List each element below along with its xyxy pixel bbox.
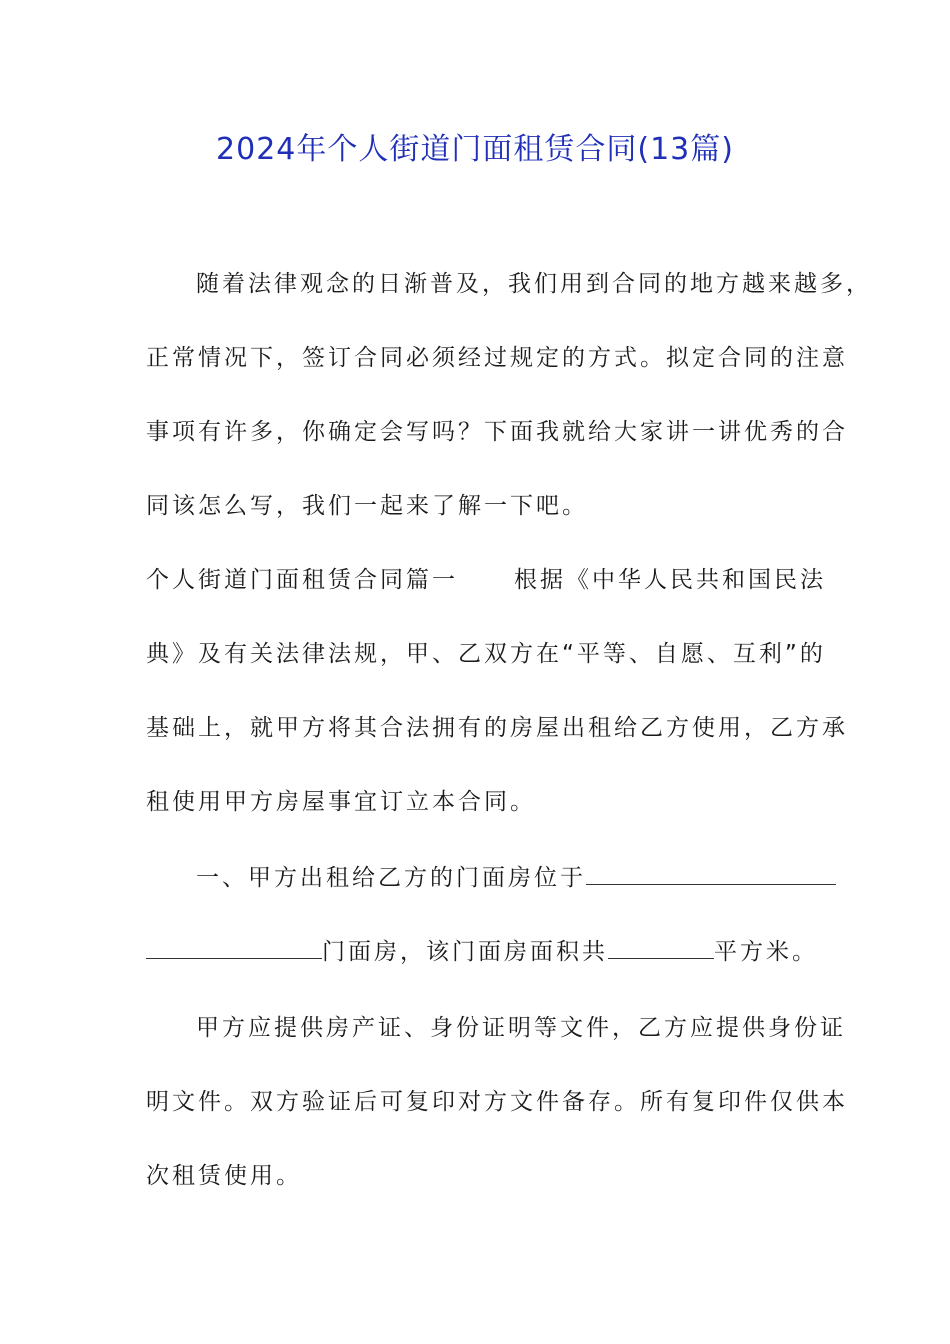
clause-1-middle: 门面房，该门面房面积共	[322, 939, 608, 965]
section-lead: 根据《中华人民共和国民法	[514, 567, 826, 593]
paragraph-line: 甲方应提供房产证、身份证明等文件，乙方应提供身份证	[196, 1015, 846, 1041]
intro-line-2: 正常情况下，签订合同必须经过规定的方式。拟定合同的注意	[146, 345, 848, 371]
clause-1-prefix: 一、甲方出租给乙方的门面房位于	[196, 865, 586, 891]
intro-line-1: 随着法律观念的日渐普及，我们用到合同的地方越来越多，	[196, 271, 872, 297]
location-blank-continued	[146, 936, 322, 959]
paragraph-line: 租使用甲方房屋事宜订立本合同。	[146, 789, 536, 815]
section-heading: 个人街道门面租赁合同篇一	[146, 567, 458, 593]
clause-1-line-2	[146, 936, 818, 968]
location-blank	[586, 862, 836, 885]
paragraph-line: 基础上，就甲方将其合法拥有的房屋出租给乙方使用，乙方承	[146, 715, 848, 741]
clause-1-line-1	[196, 862, 836, 894]
area-blank	[608, 936, 714, 959]
paragraph-line: 典》及有关法律法规，甲、乙双方在“平等、自愿、互利”的	[146, 641, 826, 667]
paragraph-line: 明文件。双方验证后可复印对方文件备存。所有复印件仅供本	[146, 1089, 848, 1115]
document-title: 2024年个人街道门面租赁合同(13篇)	[216, 132, 734, 167]
intro-line-3: 事项有许多，你确定会写吗？下面我就给大家讲一讲优秀的合	[146, 419, 848, 445]
intro-line-4: 同该怎么写，我们一起来了解一下吧。	[146, 493, 588, 519]
clause-1-suffix: 平方米。	[714, 939, 818, 965]
section-heading-line	[146, 564, 826, 596]
paragraph-line: 次租赁使用。	[146, 1163, 302, 1189]
